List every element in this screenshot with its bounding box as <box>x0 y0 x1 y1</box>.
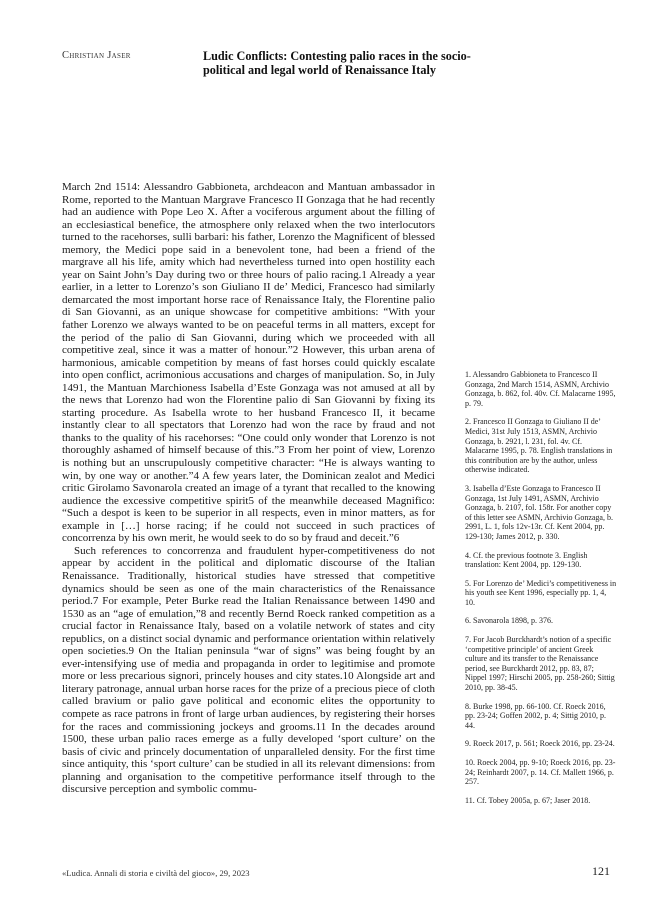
footnote: 9. Roeck 2017, p. 561; Roeck 2016, pp. 23-24. <box>465 739 615 749</box>
footnote: 7. For Jacob Burckhardt’s notion of a specific ‘competitive principle’ of ancient Greek culture and its transfer to the Renaissance period, see Burckhardt 2012, pp. 83, 87; Nippel 1997; Hirschi 2005, pp. 258-260; Sittig 2010, pp. 38-45. <box>465 635 615 693</box>
footnotes-column <box>465 370 617 805</box>
article-title: Ludic Conflicts: Contesting palio races in the socio-political and legal world of Renaissance Italy <box>203 49 471 78</box>
body-paragraph: March 2nd 1514: Alessandro Gabbioneta, archdeacon and Mantuan ambassador in Rome, reported to the Mantuan Margrave Francesco II Gonzaga that he had recently had an audience with Pope Leo X. After a vociferous argument about the filling of an ecclesiastical benefice, the atmosphere only relaxed when the two interlocutors turned to the racehorses, sulli barbari: his father, Lorenzo the Magnificent of blessed memory, the Medici pope said in a benevolent tone, had been a friend of the margrave all his life, amity which had nevertheless turned into open hostility each year on Saint John’s Day during two or three hours of palio racing.1 Already a year earlier, in a letter to Lorenzo’s son Giuliano II de’ Medici, Francesco had similarly demarcated the most important horse race of Renaissance Italy, the Florentine palio di San Giovanni, as an unique showcase for competitive ambitions: “With your father Lorenzo we always wanted to be on peaceful terms in all matters, except for the period of the palio di San Giovanni, during which we proceeded with all competitive zeal, since it was a matter of honour.”2 However, this urban arena of harmonious, amicable competition by means of fast horses could quickly escalate into open conflict, acrimonious accusations and charges of manipulation. So, in July 1491, the Mantuan Marchioness Isabella d’Este Gonzaga was not amused at all by the news that Lorenzo had won the Florentine palio di San Giovanni by fixing its starting procedure. As Isabella wrote to her husband Francesco II, it became instantly clear to all spectators that Lorenzo had won the race by fraud and not thanks to the quality of his racehorses: “One could only wonder that Lorenzo is not thoroughly ashamed of himself because of this.”3 From her point of view, Lorenzo is nothing but an unscrupulously competitive character: “He is always wanting to win, by one way or another.”4 A few years later, the Dominican zealot and Medici critic Girolamo Savonarola created an image of a tyrant that recalled to the knowing audience the excessive competitive spirit5 of the meanwhile deceased Magnifico: “Such a despot is keen to be superior in all respects, even in minor matters, as for example in […] horse racing; if he could not succeed in such practices of concorrenza by his own merit, he would seek to do so by fraud and deceit.”6 <box>62 181 435 545</box>
journal-citation: «Ludica. Annali di storia e civiltà del gioco», 29, 2023 <box>62 868 250 878</box>
page-number: 121 <box>592 864 610 878</box>
footnote: 11. Cf. Tobey 2005a, p. 67; Jaser 2018. <box>465 795 591 805</box>
footnote: 10. Roeck 2004, pp. 9-10; Roeck 2016, pp. 23-24; Reinhardt 2007, p. 14. Cf. Mallett 1966, p. 257. <box>465 758 616 787</box>
footnote: 3. Isabella d’Este Gonzaga to Francesco II Gonzaga, 1st July 1491, ASMN, Archivio Gonzaga, b. 2107, fol. 158r. For another copy of this letter see ASMN, Archivio Gonzaga, b. 2991, L. 1, fols 12v-13r. Cf. Kent 2004, pp. 129-130; James 2012, p. 330. <box>465 483 613 541</box>
footnote: 1. Alessandro Gabbioneta to Francesco II Gonzaga, 2nd March 1514, ASMN, Archivio Gonzaga, b. 862, fol. 40v. Cf. Malacarne 1995, p. 79. <box>465 370 616 408</box>
footnote: 6. Savonarola 1898, p. 376. <box>465 616 553 626</box>
footnote: 5. For Lorenzo de’ Medici’s competitiveness in his youth see Kent 1996, especially pp. 1, 4, 10. <box>465 578 617 607</box>
footnote: 8. Burke 1998, pp. 66-100. Cf. Roeck 2016, pp. 23-24; Goffen 2002, p. 4; Sittig 2010, p. 44. <box>465 701 606 730</box>
footnote: 2. Francesco II Gonzaga to Giuliano II de’ Medici, 31st July 1513, ASMN, Archivio Gonzaga, b. 2921, l. 231, fol. 4v. Cf. Malacarne 1995, p. 78. English translations in this contribution are by the author, unless otherwise indicated. <box>465 417 613 475</box>
body-text <box>62 181 435 796</box>
body-paragraph: Such references to concorrenza and fraudulent hyper-competitiveness do not appear by accident in the political and diplomatic discourse of the Italian Renaissance. Traditionally, historical studies have stressed that competitive dynamics should be seen as one of the main characteristics of the Renaissance period.7 For example, Peter Burke read the Italian Renaissance between 1490 and 1530 as an “age of emulation,”8 and recently Bernd Roeck ranked competition as a crucial factor in Renaissance Italy, based on a volatile network of states and city republics, on a distinct social dynamic and performance orientation within relatively open societies.9 On the Italian peninsula “war of signs” was being fought by an ever-intensifying use of media and propaganda in order to legitimise and promote more or less precarious signori, princely houses and city states.10 Alongside art and literary patronage, annual urban horse races for the prize of a precious piece of cloth called bravium or palio gave political and economic elites the opportunity to compete as race patrons in front of large urban audiences, by registering their horses for the races and commissioning jockeys and grooms.11 In the decades around 1500, these urban palio races emerge as a fully developed ‘sport culture’ on the basis of civic and princely documentation of unparalleled density. For the first time since antiquity, this ‘sport culture’ can be studied in all its relevant dimensions: from planning and organisation to the competitive performance itself through to the discursive perception and symbolic commu- <box>62 544 435 796</box>
running-head-author: Christian Jaser <box>62 50 131 61</box>
footnote: 4. Cf. the previous footnote 3. English translation: Kent 2004, pp. 129-130. <box>465 550 588 570</box>
